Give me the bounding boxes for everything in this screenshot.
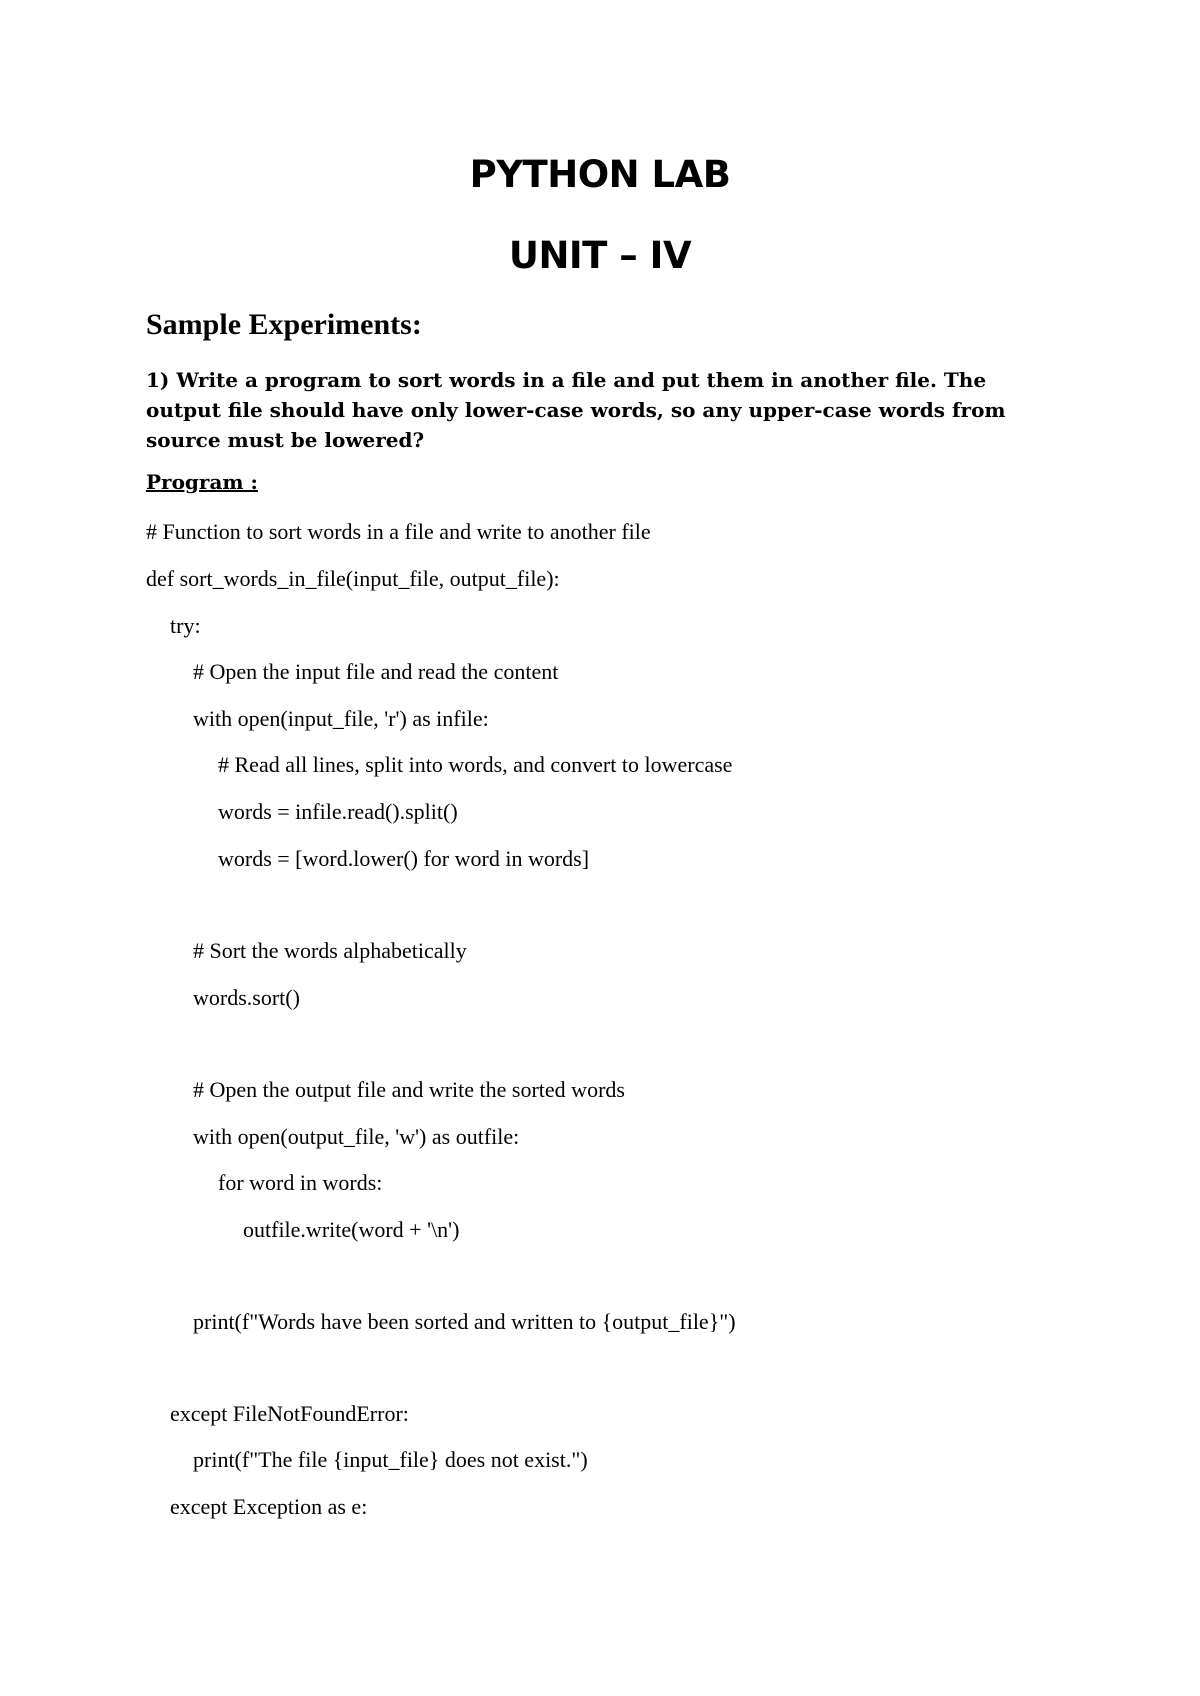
unit-title: UNIT – IV (508, 234, 692, 277)
code-line: print(f"The file {input_file} does not exist.") (193, 1447, 588, 1472)
code-line: with open(input_file, 'r') as infile: (193, 706, 489, 731)
code-line: print(f"Words have been sorted and written to {output_file}") (193, 1309, 736, 1334)
code-line: words.sort() (193, 985, 300, 1010)
code-line: words = infile.read().split() (218, 799, 458, 824)
page-title: PYTHON LAB (469, 153, 731, 196)
code-line: except FileNotFoundError: (170, 1401, 409, 1426)
code-line: except Exception as e: (170, 1494, 368, 1519)
code-line: for word in words: (218, 1170, 383, 1195)
code-line: # Sort the words alphabetically (193, 938, 467, 963)
code-line: # Open the input file and read the content (193, 659, 559, 684)
code-line: words = [word.lower() for word in words] (218, 846, 590, 871)
program-label: Program : (146, 470, 258, 494)
code-line: outfile.write(word + '\n') (243, 1217, 460, 1242)
code-line: def sort_words_in_file(input_file, output_file): (146, 566, 560, 591)
code-line: with open(output_file, 'w') as outfile: (193, 1124, 520, 1149)
code-line: # Open the output file and write the sorted words (193, 1077, 625, 1102)
code-line: try: (170, 613, 201, 638)
section-heading: Sample Experiments: (146, 308, 422, 341)
code-line: # Read all lines, split into words, and convert to lowercase (218, 752, 733, 777)
code-line: # Function to sort words in a file and write to another file (146, 519, 651, 544)
question-text: 1) Write a program to sort words in a file and put them in another file. The output file should have only lower-case words, so any upper-case words from source must be lowered? (146, 368, 1006, 452)
